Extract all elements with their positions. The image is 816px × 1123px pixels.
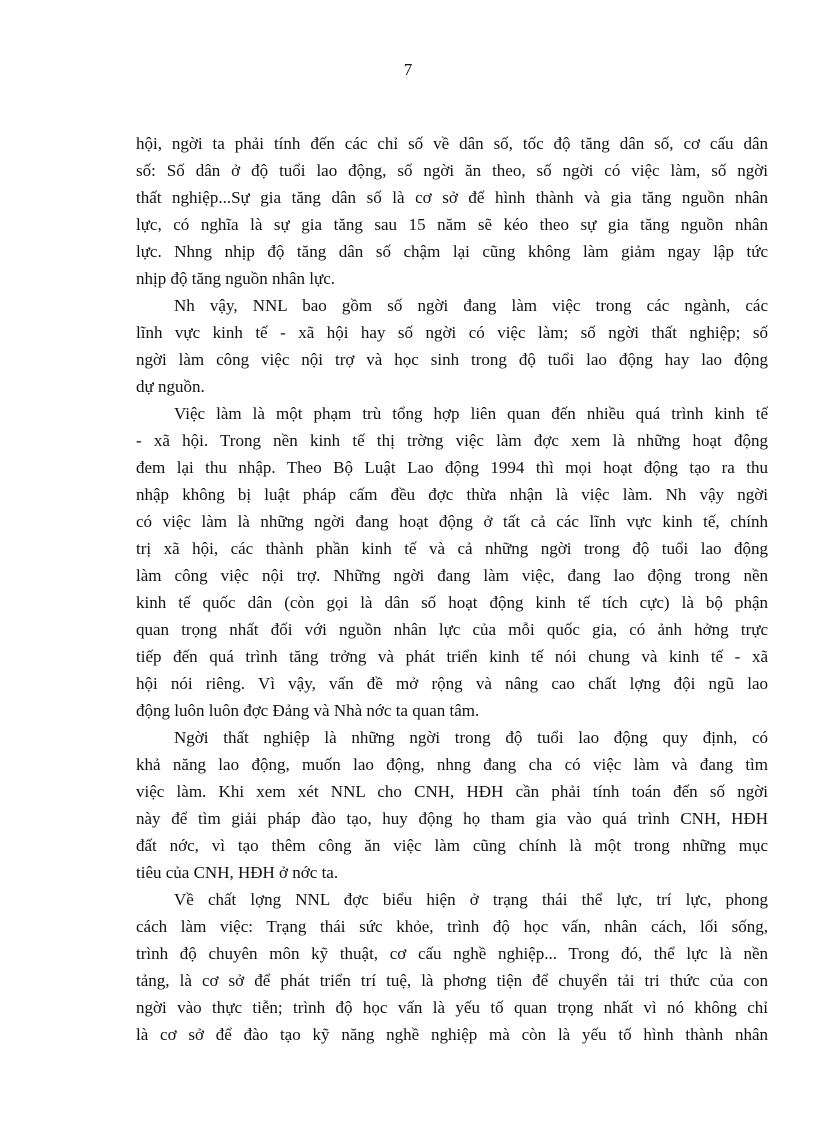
- text-line: tiêu của CNH, HĐH ở nớc ta.: [136, 863, 339, 882]
- text-line: - xã hội. Trong nền kinh tế thị trờng việc làm đợc xem là những hoạt động: [136, 431, 768, 450]
- text-line: Việc làm là một phạm trù tổng hợp liên quan đến nhiều quá trình kinh tế: [174, 404, 768, 423]
- text-line: ngời vào thực tiễn; trình độ học vấn là yếu tố quan trọng nhất vì nó không chỉ: [136, 998, 768, 1017]
- text-line: ngời làm công việc nội trợ và học sinh trong độ tuổi lao động hay lao động: [136, 350, 768, 369]
- text-line: việc làm. Khi xem xét NNL cho CNH, HĐH cần phải tính toán đến số ngời: [136, 782, 768, 801]
- text-line: trình độ chuyên môn kỹ thuật, cơ cấu nghề nghiệp... Trong đó, thể lực là nền: [136, 944, 768, 963]
- text-line: hội nói riêng. Vì vậy, vấn đề mở rộng và nâng cao chất lợng đội ngũ lao: [136, 674, 768, 693]
- text-line: số: Số dân ở độ tuổi lao động, số ngời ăn theo, số ngời có việc làm, số ngời: [136, 161, 768, 180]
- text-line: dự nguồn.: [136, 377, 205, 396]
- text-line: là cơ sở để đào tạo kỹ năng nghề nghiệp mà còn là yếu tố hình thành nhân: [136, 1025, 768, 1044]
- text-line: lực, có nghĩa là sự gia tăng sau 15 năm sẽ kéo theo sự gia tăng nguồn nhân: [136, 215, 768, 234]
- page-number: 7: [403, 60, 413, 79]
- text-line: khả năng lao động, muốn lao động, nhng đang cha có việc làm và đang tìm: [136, 755, 768, 774]
- text-line: lực. Nhng nhịp độ tăng dân số chậm lại cũng không làm giảm ngay lập tức: [136, 242, 768, 261]
- text-line: thất nghiệp...Sự gia tăng dân số là cơ sở để hình thành và gia tăng nguồn nhân: [136, 188, 768, 207]
- text-line: kinh tế quốc dân (còn gọi là dân số hoạt động kinh tế tích cực) là bộ phận: [136, 593, 768, 612]
- text-line: nhịp độ tăng nguồn nhân lực.: [136, 269, 336, 288]
- text-line: có việc làm là những ngời đang hoạt động ở tất cả các lĩnh vực kinh tế, chính: [136, 512, 768, 531]
- text-line: tiếp đến quá trình tăng trởng và phát triển kinh tế nói chung và kinh tế - xã: [136, 647, 768, 666]
- text-line: Nh vậy, NNL bao gồm số ngời đang làm việc trong các ngành, các: [174, 296, 768, 315]
- text-line: đem lại thu nhập. Theo Bộ Luật Lao động 1994 thì mọi hoạt động tạo ra thu: [136, 458, 768, 477]
- text-line: Ngời thất nghiệp là những ngời trong độ tuổi lao động quy định, có: [174, 728, 768, 747]
- text-line: làm công việc nội trợ. Những ngời đang làm việc, đang lao động trong nền: [136, 566, 768, 585]
- text-line: trị xã hội, các thành phần kinh tế và cả những ngời trong độ tuổi lao động: [136, 539, 768, 558]
- text-line: này để tìm giải pháp đào tạo, huy động họ tham gia vào quá trình CNH, HĐH: [136, 809, 768, 828]
- text-line: lĩnh vực kinh tế - xã hội hay số ngời có việc làm; số ngời thất nghiệp; số: [136, 323, 768, 342]
- text-line: động luôn luôn đợc Đảng và Nhà nớc ta quan tâm.: [136, 701, 480, 720]
- text-line: quan trọng nhất đối với nguồn nhân lực của mỗi quốc gia, có ảnh hởng trực: [136, 620, 768, 639]
- text-line: cách làm việc: Trạng thái sức khỏe, trình độ học vấn, nhân cách, lối sống,: [136, 917, 768, 936]
- text-line: hội, ngời ta phải tính đến các chỉ số về dân số, tốc độ tăng dân số, cơ cấu dân: [136, 134, 768, 153]
- text-line: tảng, là cơ sở để phát triển trí tuệ, là phơng tiện để chuyển tải tri thức của con: [136, 971, 768, 990]
- text-line: Về chất lợng NNL đợc biểu hiện ở trạng thái thể lực, trí lực, phong: [174, 890, 768, 909]
- document-body: [136, 130, 768, 1048]
- text-line: đất nớc, vì tạo thêm công ăn việc làm cũng chính là một trong những mục: [136, 836, 768, 855]
- text-line: nhập không bị luật pháp cấm đều đợc thừa nhận là việc làm. Nh vậy ngời: [136, 485, 768, 504]
